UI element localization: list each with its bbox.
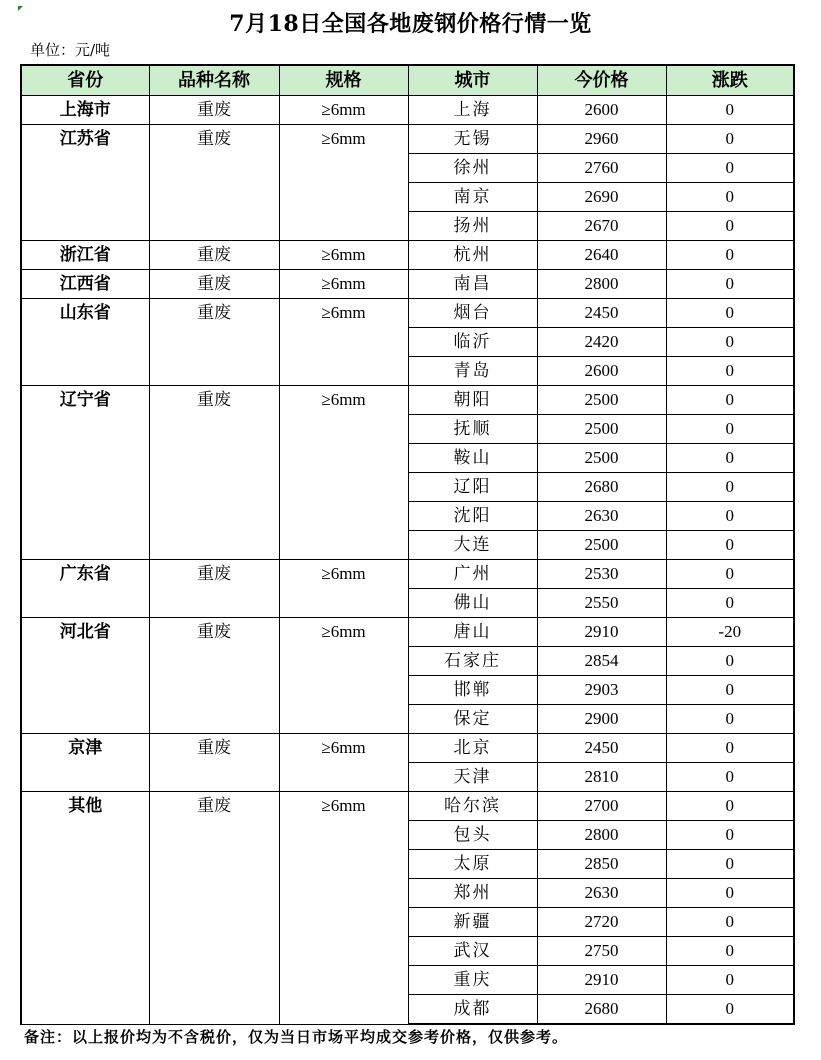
spec-cell: ≥6mm xyxy=(279,270,408,299)
change-cell: 0 xyxy=(666,589,794,618)
city-cell: 佛山 xyxy=(408,589,537,618)
spec-cell: ≥6mm xyxy=(279,299,408,386)
price-cell: 2910 xyxy=(537,618,666,647)
change-cell: 0 xyxy=(666,212,794,241)
variety-cell: 重废 xyxy=(149,270,279,299)
spec-cell: ≥6mm xyxy=(279,386,408,560)
header-province: 省份 xyxy=(21,65,149,96)
price-cell: 2760 xyxy=(537,154,666,183)
page-title: 7月18日全国各地废钢价格行情一览 xyxy=(229,11,592,37)
price-cell: 2550 xyxy=(537,589,666,618)
header-variety: 品种名称 xyxy=(149,65,279,96)
change-cell: -20 xyxy=(666,618,794,647)
city-cell: 杭州 xyxy=(408,241,537,270)
province-cell: 其他 xyxy=(21,792,149,1025)
province-cell: 山东省 xyxy=(21,299,149,386)
table-row xyxy=(21,299,794,328)
city-cell: 太原 xyxy=(408,850,537,879)
change-cell: 0 xyxy=(666,705,794,734)
change-cell: 0 xyxy=(666,183,794,212)
change-cell: 0 xyxy=(666,560,794,589)
city-cell: 南京 xyxy=(408,183,537,212)
variety-cell: 重废 xyxy=(149,299,279,386)
price-cell: 2690 xyxy=(537,183,666,212)
price-cell: 2900 xyxy=(537,705,666,734)
table-row xyxy=(21,560,794,589)
province-cell: 河北省 xyxy=(21,618,149,734)
province-cell: 江苏省 xyxy=(21,125,149,241)
table-row xyxy=(21,96,794,125)
province-cell: 广东省 xyxy=(21,560,149,618)
change-cell: 0 xyxy=(666,734,794,763)
price-cell: 2854 xyxy=(537,647,666,676)
price-table-body xyxy=(21,96,794,1025)
province-cell: 江西省 xyxy=(21,270,149,299)
change-cell: 0 xyxy=(666,241,794,270)
spec-cell: ≥6mm xyxy=(279,734,408,792)
city-cell: 包头 xyxy=(408,821,537,850)
change-cell: 0 xyxy=(666,125,794,154)
variety-cell: 重废 xyxy=(149,734,279,792)
city-cell: 临沂 xyxy=(408,328,537,357)
city-cell: 保定 xyxy=(408,705,537,734)
price-cell: 2960 xyxy=(537,125,666,154)
price-table xyxy=(20,64,795,1025)
change-cell: 0 xyxy=(666,328,794,357)
city-cell: 北京 xyxy=(408,734,537,763)
province-cell: 上海市 xyxy=(21,96,149,125)
city-cell: 武汉 xyxy=(408,937,537,966)
city-cell: 青岛 xyxy=(408,357,537,386)
variety-cell: 重废 xyxy=(149,241,279,270)
change-cell: 0 xyxy=(666,415,794,444)
price-cell: 2420 xyxy=(537,328,666,357)
price-cell: 2600 xyxy=(537,357,666,386)
price-cell: 2640 xyxy=(537,241,666,270)
change-cell: 0 xyxy=(666,908,794,937)
city-cell: 广州 xyxy=(408,560,537,589)
city-cell: 上海 xyxy=(408,96,537,125)
change-cell: 0 xyxy=(666,763,794,792)
change-cell: 0 xyxy=(666,154,794,183)
city-cell: 新疆 xyxy=(408,908,537,937)
price-cell: 2680 xyxy=(537,995,666,1025)
variety-cell: 重废 xyxy=(149,618,279,734)
table-row xyxy=(21,241,794,270)
change-cell: 0 xyxy=(666,386,794,415)
change-cell: 0 xyxy=(666,270,794,299)
variety-cell: 重废 xyxy=(149,386,279,560)
city-cell: 无锡 xyxy=(408,125,537,154)
table-row xyxy=(21,792,794,821)
variety-cell: 重废 xyxy=(149,792,279,1025)
change-cell: 0 xyxy=(666,444,794,473)
header-city: 城市 xyxy=(408,65,537,96)
change-cell: 0 xyxy=(666,96,794,125)
change-cell: 0 xyxy=(666,473,794,502)
price-cell: 2720 xyxy=(537,908,666,937)
change-cell: 0 xyxy=(666,299,794,328)
price-cell: 2630 xyxy=(537,879,666,908)
price-cell: 2810 xyxy=(537,763,666,792)
change-cell: 0 xyxy=(666,647,794,676)
price-cell: 2500 xyxy=(537,531,666,560)
city-cell: 石家庄 xyxy=(408,647,537,676)
city-cell: 鞍山 xyxy=(408,444,537,473)
price-cell: 2700 xyxy=(537,792,666,821)
city-cell: 郑州 xyxy=(408,879,537,908)
change-cell: 0 xyxy=(666,792,794,821)
price-cell: 2500 xyxy=(537,444,666,473)
spec-cell: ≥6mm xyxy=(279,618,408,734)
change-cell: 0 xyxy=(666,502,794,531)
header-spec: 规格 xyxy=(279,65,408,96)
change-cell: 0 xyxy=(666,879,794,908)
unit-label: 单位：元/吨 xyxy=(30,41,111,59)
change-cell: 0 xyxy=(666,821,794,850)
change-cell: 0 xyxy=(666,850,794,879)
city-cell: 成都 xyxy=(408,995,537,1025)
change-cell: 0 xyxy=(666,995,794,1025)
spec-cell: ≥6mm xyxy=(279,125,408,241)
city-cell: 哈尔滨 xyxy=(408,792,537,821)
city-cell: 沈阳 xyxy=(408,502,537,531)
city-cell: 南昌 xyxy=(408,270,537,299)
spec-cell: ≥6mm xyxy=(279,560,408,618)
change-cell: 0 xyxy=(666,357,794,386)
table-row xyxy=(21,386,794,415)
header-row xyxy=(21,65,794,96)
table-row xyxy=(21,618,794,647)
city-cell: 大连 xyxy=(408,531,537,560)
variety-cell: 重废 xyxy=(149,560,279,618)
spec-cell: ≥6mm xyxy=(279,792,408,1025)
price-cell: 2670 xyxy=(537,212,666,241)
price-cell: 2450 xyxy=(537,299,666,328)
price-cell: 2903 xyxy=(537,676,666,705)
change-cell: 0 xyxy=(666,676,794,705)
spec-cell: ≥6mm xyxy=(279,96,408,125)
price-cell: 2530 xyxy=(537,560,666,589)
city-cell: 抚顺 xyxy=(408,415,537,444)
price-cell: 2750 xyxy=(537,937,666,966)
province-cell: 京津 xyxy=(21,734,149,792)
change-cell: 0 xyxy=(666,966,794,995)
price-cell: 2500 xyxy=(537,415,666,444)
change-cell: 0 xyxy=(666,937,794,966)
price-cell: 2630 xyxy=(537,502,666,531)
province-cell: 浙江省 xyxy=(21,241,149,270)
city-cell: 烟台 xyxy=(408,299,537,328)
table-row xyxy=(21,270,794,299)
city-cell: 徐州 xyxy=(408,154,537,183)
city-cell: 重庆 xyxy=(408,966,537,995)
variety-cell: 重废 xyxy=(149,125,279,241)
header-price: 今价格 xyxy=(537,65,666,96)
table-row xyxy=(21,125,794,154)
city-cell: 辽阳 xyxy=(408,473,537,502)
price-cell: 2800 xyxy=(537,270,666,299)
price-cell: 2500 xyxy=(537,386,666,415)
variety-cell: 重废 xyxy=(149,96,279,125)
price-cell: 2450 xyxy=(537,734,666,763)
price-cell: 2600 xyxy=(537,96,666,125)
province-cell: 辽宁省 xyxy=(21,386,149,560)
footnote: 备注：以上报价均为不含税价，仅为当日市场平均成交参考价格，仅供参考。 xyxy=(24,1028,569,1046)
city-cell: 扬州 xyxy=(408,212,537,241)
table-row xyxy=(21,734,794,763)
city-cell: 唐山 xyxy=(408,618,537,647)
price-cell: 2800 xyxy=(537,821,666,850)
change-cell: 0 xyxy=(666,531,794,560)
price-cell: 2910 xyxy=(537,966,666,995)
price-cell: 2680 xyxy=(537,473,666,502)
city-cell: 邯郸 xyxy=(408,676,537,705)
city-cell: 朝阳 xyxy=(408,386,537,415)
spec-cell: ≥6mm xyxy=(279,241,408,270)
price-cell: 2850 xyxy=(537,850,666,879)
city-cell: 天津 xyxy=(408,763,537,792)
header-change: 涨跌 xyxy=(666,65,794,96)
